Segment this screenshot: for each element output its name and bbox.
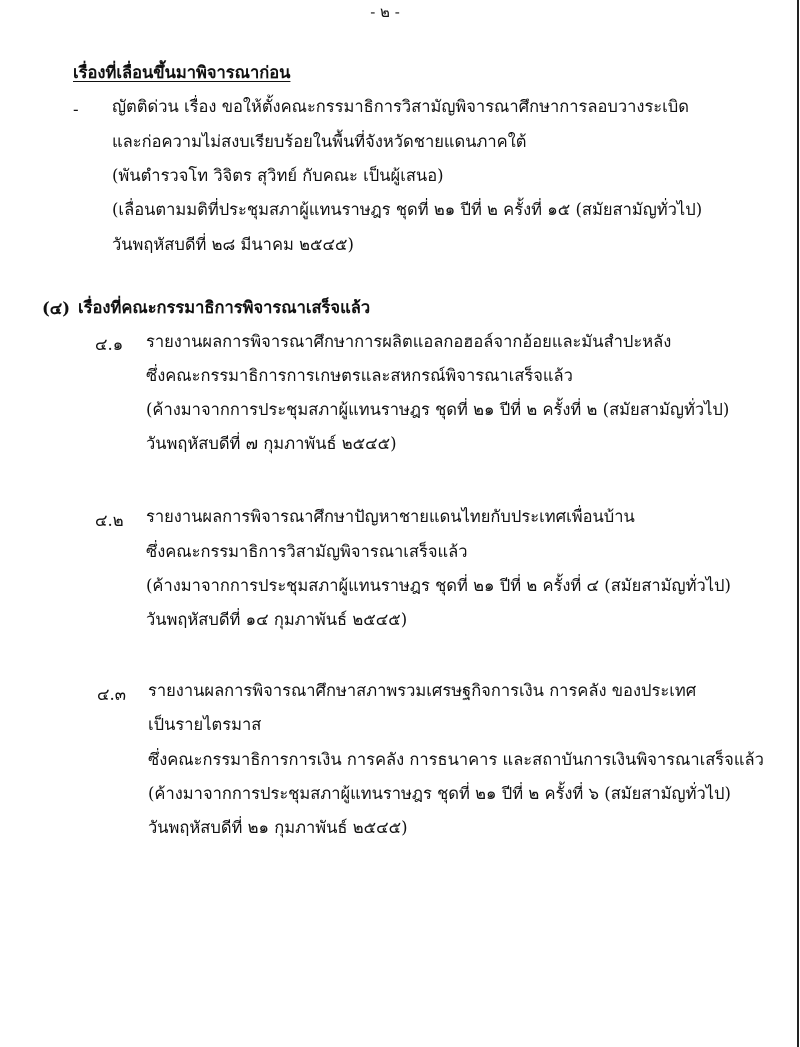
item-4-2-line-1: รายงานผลการพิจารณาศึกษาปัญหาชายแดนไทยกับประเทศเพื่อนบ้าน — [146, 507, 635, 526]
item-4-1-line-4: วันพฤหัสบดีที่ ๗ กุมภาพันธ์ ๒๕๔๕) — [146, 434, 397, 453]
item-4-3-line-1: รายงานผลการพิจารณาศึกษาสภาพรวมเศรษฐกิจการเงิน การคลัง ของประเทศ — [148, 681, 697, 700]
section-moved-line-2: และก่อความไม่สงบเรียบร้อยในพื้นที่จังหวัดชายแดนภาคใต้ — [112, 132, 527, 151]
section-moved-line-1: ญัตติด่วน เรื่อง ขอให้ตั้งคณะกรรมาธิการวิสามัญพิจารณาศึกษาการลอบวางระเบิด — [112, 97, 689, 116]
item-4-3-line-5: วันพฤหัสบดีที่ ๒๑ กุมภาพันธ์ ๒๕๔๕) — [148, 818, 408, 837]
section-moved-bullet: - — [73, 100, 79, 119]
item-4-2-line-4: วันพฤหัสบดีที่ ๑๔ กุมภาพันธ์ ๒๕๔๕) — [146, 610, 408, 629]
item-4-1-line-3: (ค้างมาจากการประชุมสภาผู้แทนราษฎร ชุดที่ ๒๑ ปีที่ ๒ ครั้งที่ ๒ (สมัยสามัญทั่วไป) — [146, 400, 730, 419]
item-4-1-line-2: ซึ่งคณะกรรมาธิการการเกษตรและสหกรณ์พิจารณาเสร็จแล้ว — [146, 366, 573, 385]
item-4-2-number: ๔.๒ — [95, 511, 124, 530]
section-moved-line-4: (เลื่อนตามมติที่ประชุมสภาผู้แทนราษฎร ชุดที่ ๒๑ ปีที่ ๒ ครั้งที่ ๑๕ (สมัยสามัญทั่วไป) — [112, 200, 703, 219]
item-4-1-number: ๔.๑ — [95, 335, 124, 354]
item-4-3-line-2: เป็นรายไตรมาส — [148, 715, 262, 734]
item-4-2-line-3: (ค้างมาจากการประชุมสภาผู้แทนราษฎร ชุดที่ ๒๑ ปีที่ ๒ ครั้งที่ ๔ (สมัยสามัญทั่วไป) — [146, 576, 731, 595]
page-number: - ๒ - — [370, 3, 400, 21]
item-4-3-line-3: ซึ่งคณะกรรมาธิการการเงิน การคลัง การธนาคาร และสถาบันการเงินพิจารณาเสร็จแล้ว — [148, 750, 764, 769]
section-moved-heading: เรื่องที่เลื่อนขึ้นมาพิจารณาก่อน — [73, 63, 291, 82]
section-4-heading: เรื่องที่คณะกรรมาธิการพิจารณาเสร็จแล้ว — [78, 298, 371, 317]
page-edge-border — [797, 0, 799, 1047]
item-4-3-line-4: (ค้างมาจากการประชุมสภาผู้แทนราษฎร ชุดที่ ๒๑ ปีที่ ๒ ครั้งที่ ๖ (สมัยสามัญทั่วไป) — [148, 784, 731, 803]
section-4-number: (๔) — [42, 299, 71, 318]
item-4-2-line-2: ซึ่งคณะกรรมาธิการวิสามัญพิจารณาเสร็จแล้ว — [146, 542, 468, 561]
item-4-1-line-1: รายงานผลการพิจารณาศึกษาการผลิตแอลกอฮอล์จากอ้อยและมันสำปะหลัง — [146, 332, 672, 351]
section-moved-line-5: วันพฤหัสบดีที่ ๒๘ มีนาคม ๒๕๔๕) — [112, 235, 354, 254]
item-4-3-number: ๔.๓ — [97, 685, 127, 704]
section-moved-line-3: (พันตำรวจโท วิจิตร สุวิทย์ กับคณะ เป็นผู้เสนอ) — [112, 166, 444, 185]
